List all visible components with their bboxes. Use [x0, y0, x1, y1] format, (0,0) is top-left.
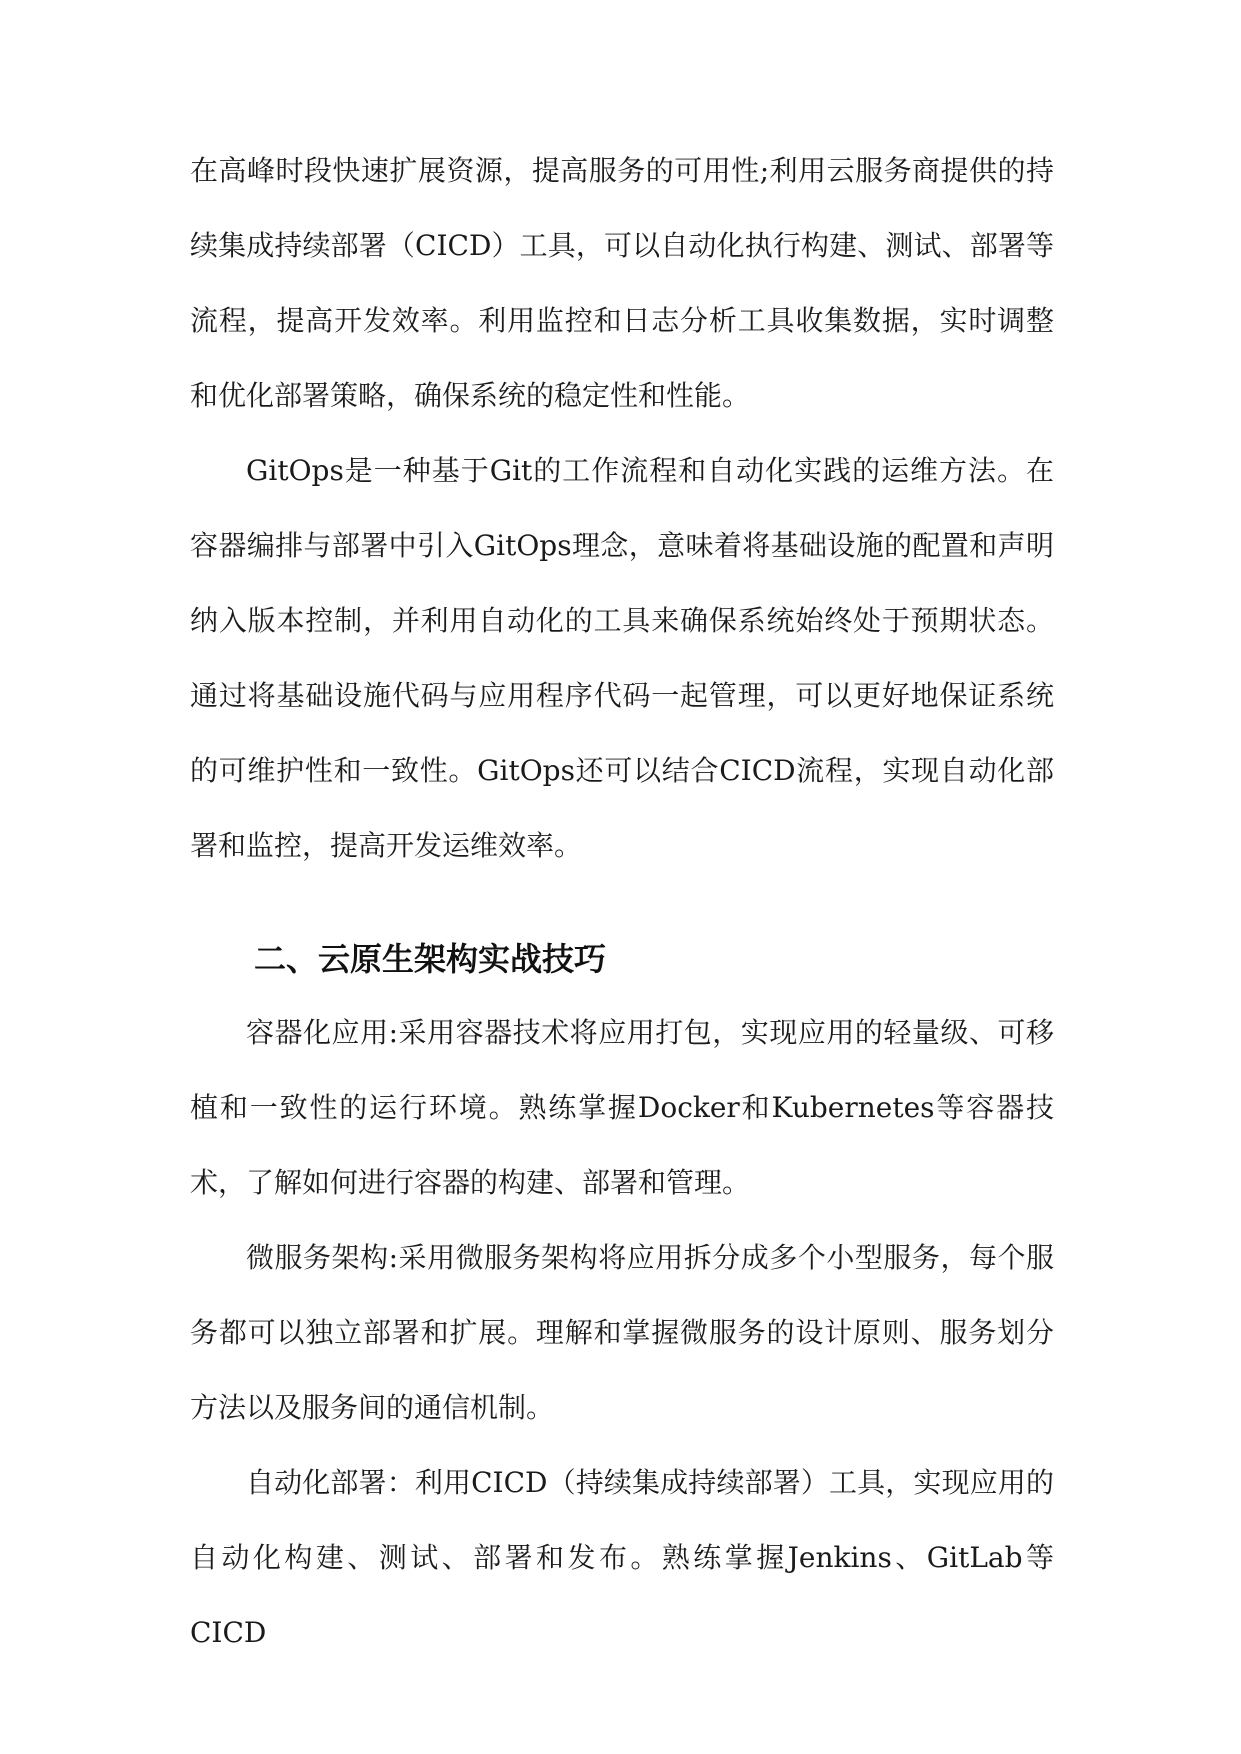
- paragraph-containerization: 容器化应用:采用容器技术将应用打包，实现应用的轻量级、可移植和一致性的运行环境。熟练掌握Docker和Kubernetes等容器技术，了解如何进行容器的构建、部署和管理。: [190, 1016, 1054, 1199]
- paragraph-gitops: GitOps是一种基于Git的工作流程和自动化实践的运维方法。在容器编排与部署中引入GitOps理念，意味着将基础设施的配置和声明纳入版本控制，并利用自动化的工具来确保系统始终处于预期状态。通过将基础设施代码与应用程序代码一起管理，可以更好地保证系统的可维护性和一致性。GitOps还可以结合CICD流程，实现自动化部署和监控，提高开发运维效率。: [190, 454, 1054, 862]
- paragraph-scaling-cicd: 在高峰时段快速扩展资源，提高服务的可用性;利用云服务商提供的持续集成持续部署（CICD）工具，可以自动化执行构建、测试、部署等流程，提高开发效率。利用监控和日志分析工具收集数据，实时调整和优化部署策略，确保系统的稳定性和性能。: [190, 154, 1054, 412]
- paragraph-automated-deployment: 自动化部署：利用CICD（持续集成持续部署）工具，实现应用的自动化构建、测试、部署和发布。熟练掌握Jenkins、GitLab等CICD: [190, 1466, 1054, 1649]
- paragraph-microservices: 微服务架构:采用微服务架构将应用拆分成多个小型服务，每个服务都可以独立部署和扩展。理解和掌握微服务的设计原则、服务划分方法以及服务间的通信机制。: [190, 1241, 1054, 1424]
- document-body: [190, 133, 1054, 1670]
- section-heading: 二、云原生架构实战技巧: [254, 940, 607, 978]
